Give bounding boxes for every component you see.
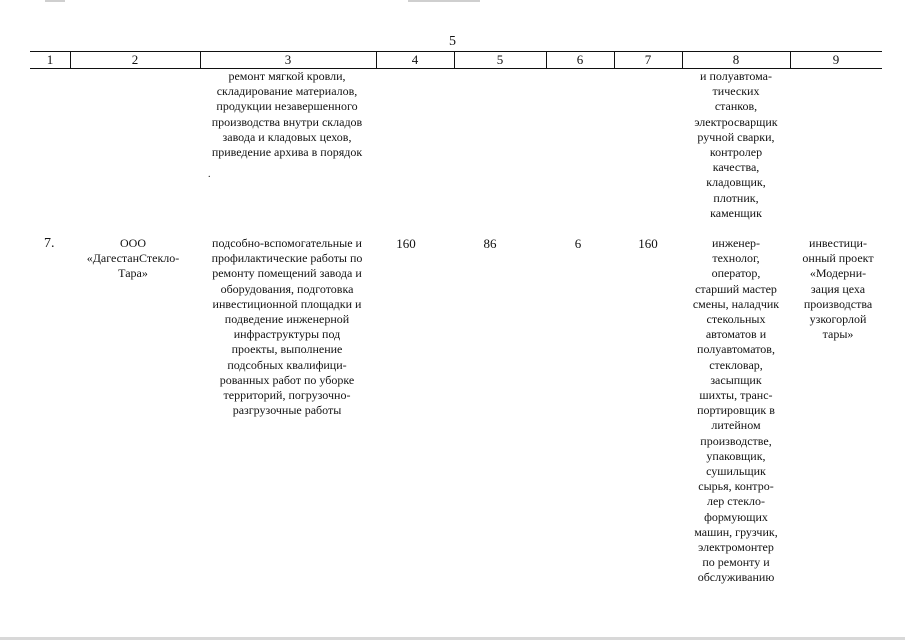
text-line: приведение архива в порядок (211, 145, 363, 160)
text-line: обслуживанию (697, 570, 775, 585)
work-types (200, 236, 374, 418)
text-line: «ДагестанСтекло- (86, 251, 180, 266)
text-line: портировщик в (697, 403, 775, 418)
text-line: инвестици- (809, 236, 867, 250)
text-line: автоматов и (705, 327, 767, 342)
text-line: кладовщик, (706, 175, 766, 190)
text-line: производства (803, 296, 873, 311)
col4-value: 160 (396, 236, 416, 251)
text-line: «Модерни- (809, 266, 867, 281)
text-line: качества, (712, 160, 760, 175)
text-line: технолог, (712, 251, 760, 266)
continuation-professions (682, 69, 790, 221)
text-line: стекольных (706, 312, 766, 327)
investment-project (792, 236, 884, 342)
text-line: подсобных квалифици- (227, 357, 347, 372)
page-number: 5 (449, 34, 456, 49)
organization-name (70, 236, 196, 282)
text-line: ремонту помещений завода и (212, 266, 362, 281)
text-line: рованных работ по уборке (219, 372, 355, 387)
text-line: засыпщик (710, 372, 762, 387)
text-line: сырья, контро- (698, 479, 774, 494)
column-header-2: 2 (131, 52, 139, 67)
professions (682, 236, 790, 586)
text-line: старший мастер (695, 281, 777, 296)
text-line: оператор, (711, 266, 761, 281)
text-line: смены, наладчик (692, 296, 780, 311)
text-line: электромонтер (698, 540, 774, 555)
text-line: зация цеха (810, 281, 866, 296)
text-line: упаковщик, (706, 448, 766, 463)
text-line: разгрузочные работы (232, 403, 342, 418)
table-header-row (30, 51, 882, 69)
text-line: складирование материалов, (216, 84, 358, 99)
text-line: узкогорлой (809, 312, 867, 327)
row-number: 7. (44, 236, 55, 251)
text-line: электросварщик (694, 114, 778, 129)
text-line: подсобно-вспомогательные и (212, 236, 362, 250)
text-line: инфраструктуры под (233, 327, 341, 342)
text-line: оборудования, подготовка (220, 281, 354, 296)
col6-value: 6 (574, 236, 582, 251)
text-line: стекловар, (709, 357, 763, 372)
column-header-1: 1 (46, 52, 54, 67)
text-line: ручной сварки, (697, 129, 775, 144)
text-line: проекты, выполнение (231, 342, 343, 357)
text-line: профилактические работы по (211, 251, 363, 266)
text-line: шихты, транс- (699, 388, 773, 403)
text-line: сушильщик (706, 464, 766, 479)
column-header-6: 6 (576, 52, 584, 67)
text-line: станков, (714, 99, 758, 114)
column-header-5: 5 (496, 52, 504, 67)
text-line: тары» (822, 327, 854, 342)
column-header-4: 4 (411, 52, 419, 67)
text-line: онный проект (802, 251, 874, 266)
text-line: по ремонту и (702, 555, 770, 570)
text-line: производства внутри складов (211, 114, 363, 129)
text-line: формующих (704, 509, 768, 524)
text-line: подведение инженерной (224, 312, 350, 327)
column-header-9: 9 (832, 52, 840, 67)
text-line: производстве, (700, 433, 772, 448)
text-line: Тара» (118, 266, 148, 281)
text-line: ООО (120, 236, 146, 250)
text-line: территорий, погрузочно- (223, 388, 351, 403)
text-line: плотник, (713, 190, 759, 205)
text-line: контролер (709, 145, 763, 160)
text-line: полуавтоматов, (697, 342, 775, 357)
text-line: и полуавтома- (700, 69, 772, 83)
col5-value: 86 (483, 236, 497, 251)
text-line: завода и кладовых цехов, (222, 129, 352, 144)
column-header-3: 3 (284, 52, 292, 67)
text-line: лер стекло- (706, 494, 766, 509)
continuation-work-types (200, 69, 374, 160)
scan-edge-top-center (408, 0, 480, 2)
text-line: тических (712, 84, 760, 99)
text-line: литейном (711, 418, 761, 433)
text-line: инвестиционной площадки и (212, 296, 362, 311)
column-header-7: 7 (644, 52, 652, 67)
text-line: ремонт мягкой кровли, (228, 69, 346, 83)
stray-dot: . (208, 169, 211, 180)
scan-edge-top-left (45, 0, 65, 2)
column-header-8: 8 (732, 52, 740, 67)
col7-value: 160 (638, 236, 658, 251)
text-line: машин, грузчик, (694, 524, 778, 539)
text-line: инженер- (711, 236, 761, 250)
text-line: каменщик (710, 205, 762, 220)
text-line: продукции незавершенного (216, 99, 358, 114)
